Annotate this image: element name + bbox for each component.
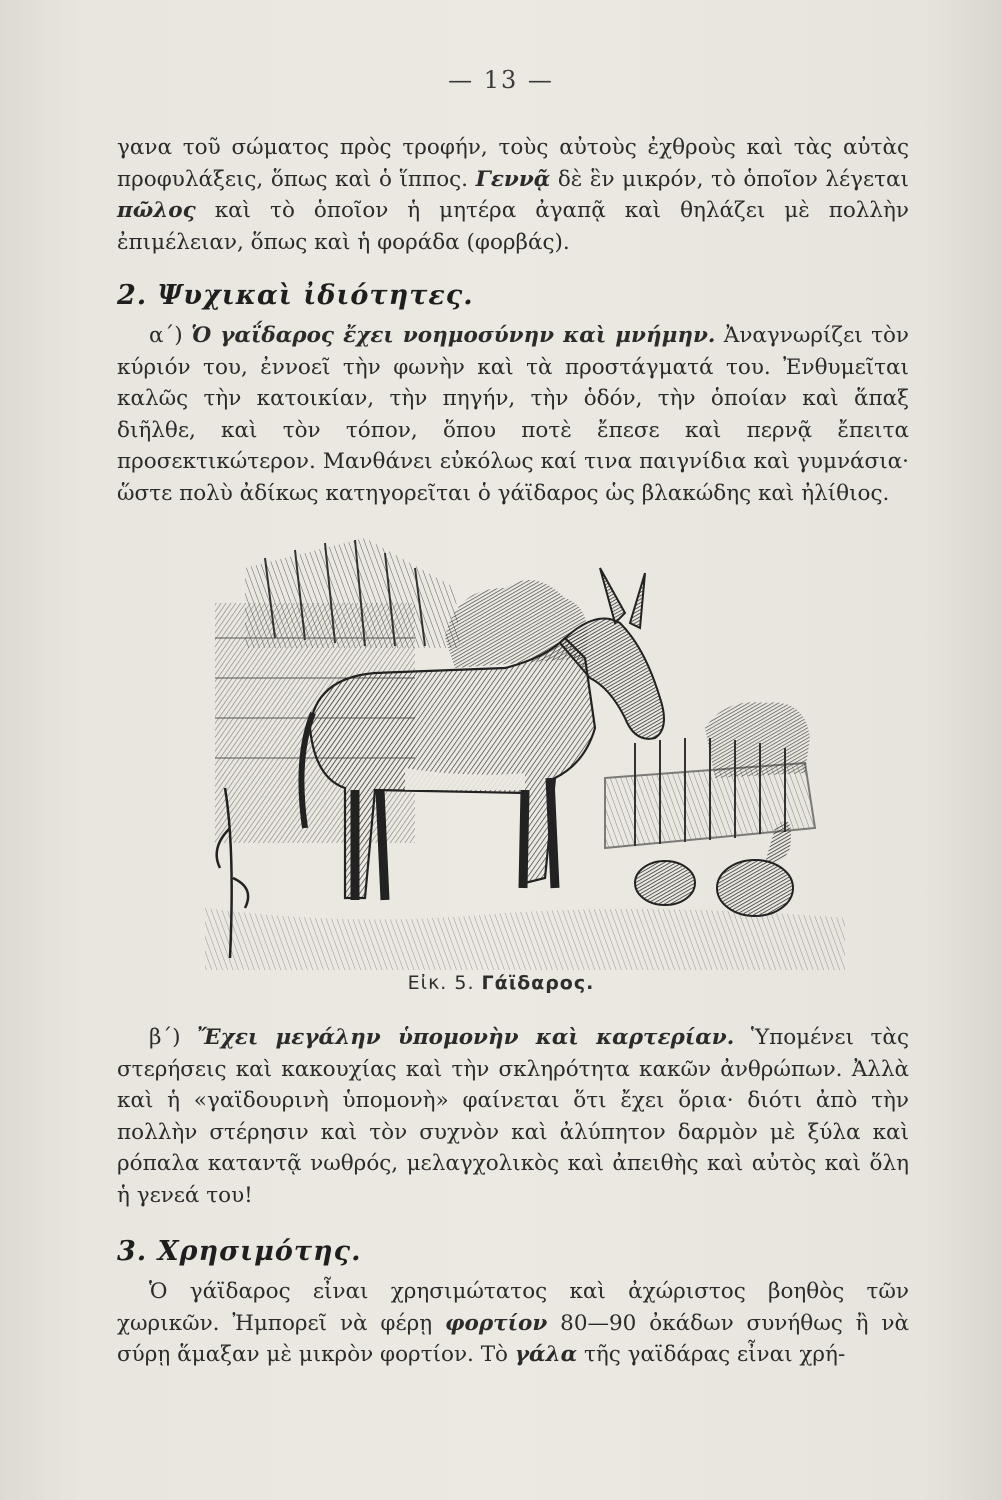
text-run: τῆς γαϊδάρας εἶναι χρή- <box>577 1342 846 1367</box>
donkey-engraving-icon <box>205 528 855 970</box>
list-marker: β΄) <box>149 1025 198 1050</box>
text-run: Ὁ γάϊδαρος εἶναι χρησιμώτατος καὶ ἀχώριστος βοηθὸς τῶν χωρικῶν. Ἠμπορεῖ νὰ φέρῃ <box>117 1279 909 1336</box>
paragraph-patience <box>117 1022 909 1211</box>
bold-term-gala: γάλα <box>514 1342 578 1367</box>
text-run: δὲ ἓν μικρόν, τὸ ὁποῖον λέγεται <box>550 166 909 192</box>
bold-lead: Ὁ γαΐδαρος ἔχει νοημοσύνην καὶ μνήμην. <box>191 323 716 348</box>
donkey-engraving-figure <box>205 528 855 970</box>
bold-term-genna: Γεννᾷ <box>475 166 551 192</box>
text-run: 80—90 ὀκάδων συνήθως ἢ νὰ σύρῃ ἅμαξαν μὲ μικρὸν φορτίον. Τὸ <box>117 1310 909 1367</box>
paragraph-usefulness <box>117 1276 909 1371</box>
caption-prefix: Εἰκ. 5. <box>407 972 482 994</box>
figure-caption <box>0 972 1002 994</box>
text-run: γανα τοῦ σώματος πρὸς τροφήν, τοὺς αὐτοὺς ἐχθροὺς καὶ τὰς αὐτὰς προφυλάξεις, ὅπως καὶ ὁ ἵππος. <box>117 135 909 192</box>
section-heading-usefulness: 3. Χρησιμότης. <box>117 1236 362 1267</box>
list-marker: α΄) <box>149 323 192 348</box>
section-heading-psychic: 2. Ψυχικαὶ ἰδιότητες. <box>117 280 474 311</box>
bold-lead: Ἔχει μεγάλην ὑπομονὴν καὶ καρτερίαν. <box>197 1025 735 1050</box>
text-run: Ὑπομένει τὰς στερήσεις καὶ κακουχίας καὶ τὴν σκληρότητα κακῶν ἀνθρώπων. Ἀλλὰ καὶ ἡ «γαϊδουρινὴ ὑπομονὴ» φαίνεται ὅτι ἔχει ὅρια· διότι ἀπὸ τὴν πολλὴν στέρησιν καὶ τὸν συχνὸν καὶ ἀλύπητον δαρμὸν μὲ ξύλα καὶ ρόπαλα καταντᾷ νωθρός, μελαγχολικὸς καὶ ἀπειθὴς καὶ αὐτὸς καὶ ὅλη ἡ γενεά του! <box>117 1025 909 1208</box>
text-run: καὶ τὸ ὁποῖον ἡ μητέρα ἀγαπᾷ καὶ θηλάζει μὲ πολλὴν ἐπιμέλειαν, ὅπως καὶ ἡ φοράδα (φορβάς). <box>117 198 909 255</box>
bold-term-polos: πῶλος <box>117 198 196 223</box>
paragraph-intelligence <box>117 320 909 509</box>
bold-term-fortion: φορτίον <box>445 1310 548 1336</box>
text-run: Ἀναγνωρίζει τὸν κύριόν του, ἐννοεῖ τὴν φωνὴν καὶ τὰ προστάγματά του. Ἐνθυμεῖται καλῶς τὴν κατοικίαν, τὴν πηγήν, τὴν ὁδόν, τὴν ὁποίαν καὶ ἅπαξ διῆλθε, καὶ τὸν τόπον, ὅπου ποτὲ ἔπεσε καὶ περνᾷ ἔπειτα προσεκτικώτερον. Μανθάνει εὐκόλως καί τινα παιγνίδια καὶ γυμνάσια· ὥστε πολὺ ἀδίκως κατηγορεῖται ὁ γάϊδαρος ὡς βλακώδης καὶ ἠλίθιος. <box>117 323 909 506</box>
paragraph-reproduction <box>117 132 909 258</box>
page-number: — 13 — <box>448 66 554 94</box>
caption-title: Γάϊδαρος. <box>481 972 595 994</box>
